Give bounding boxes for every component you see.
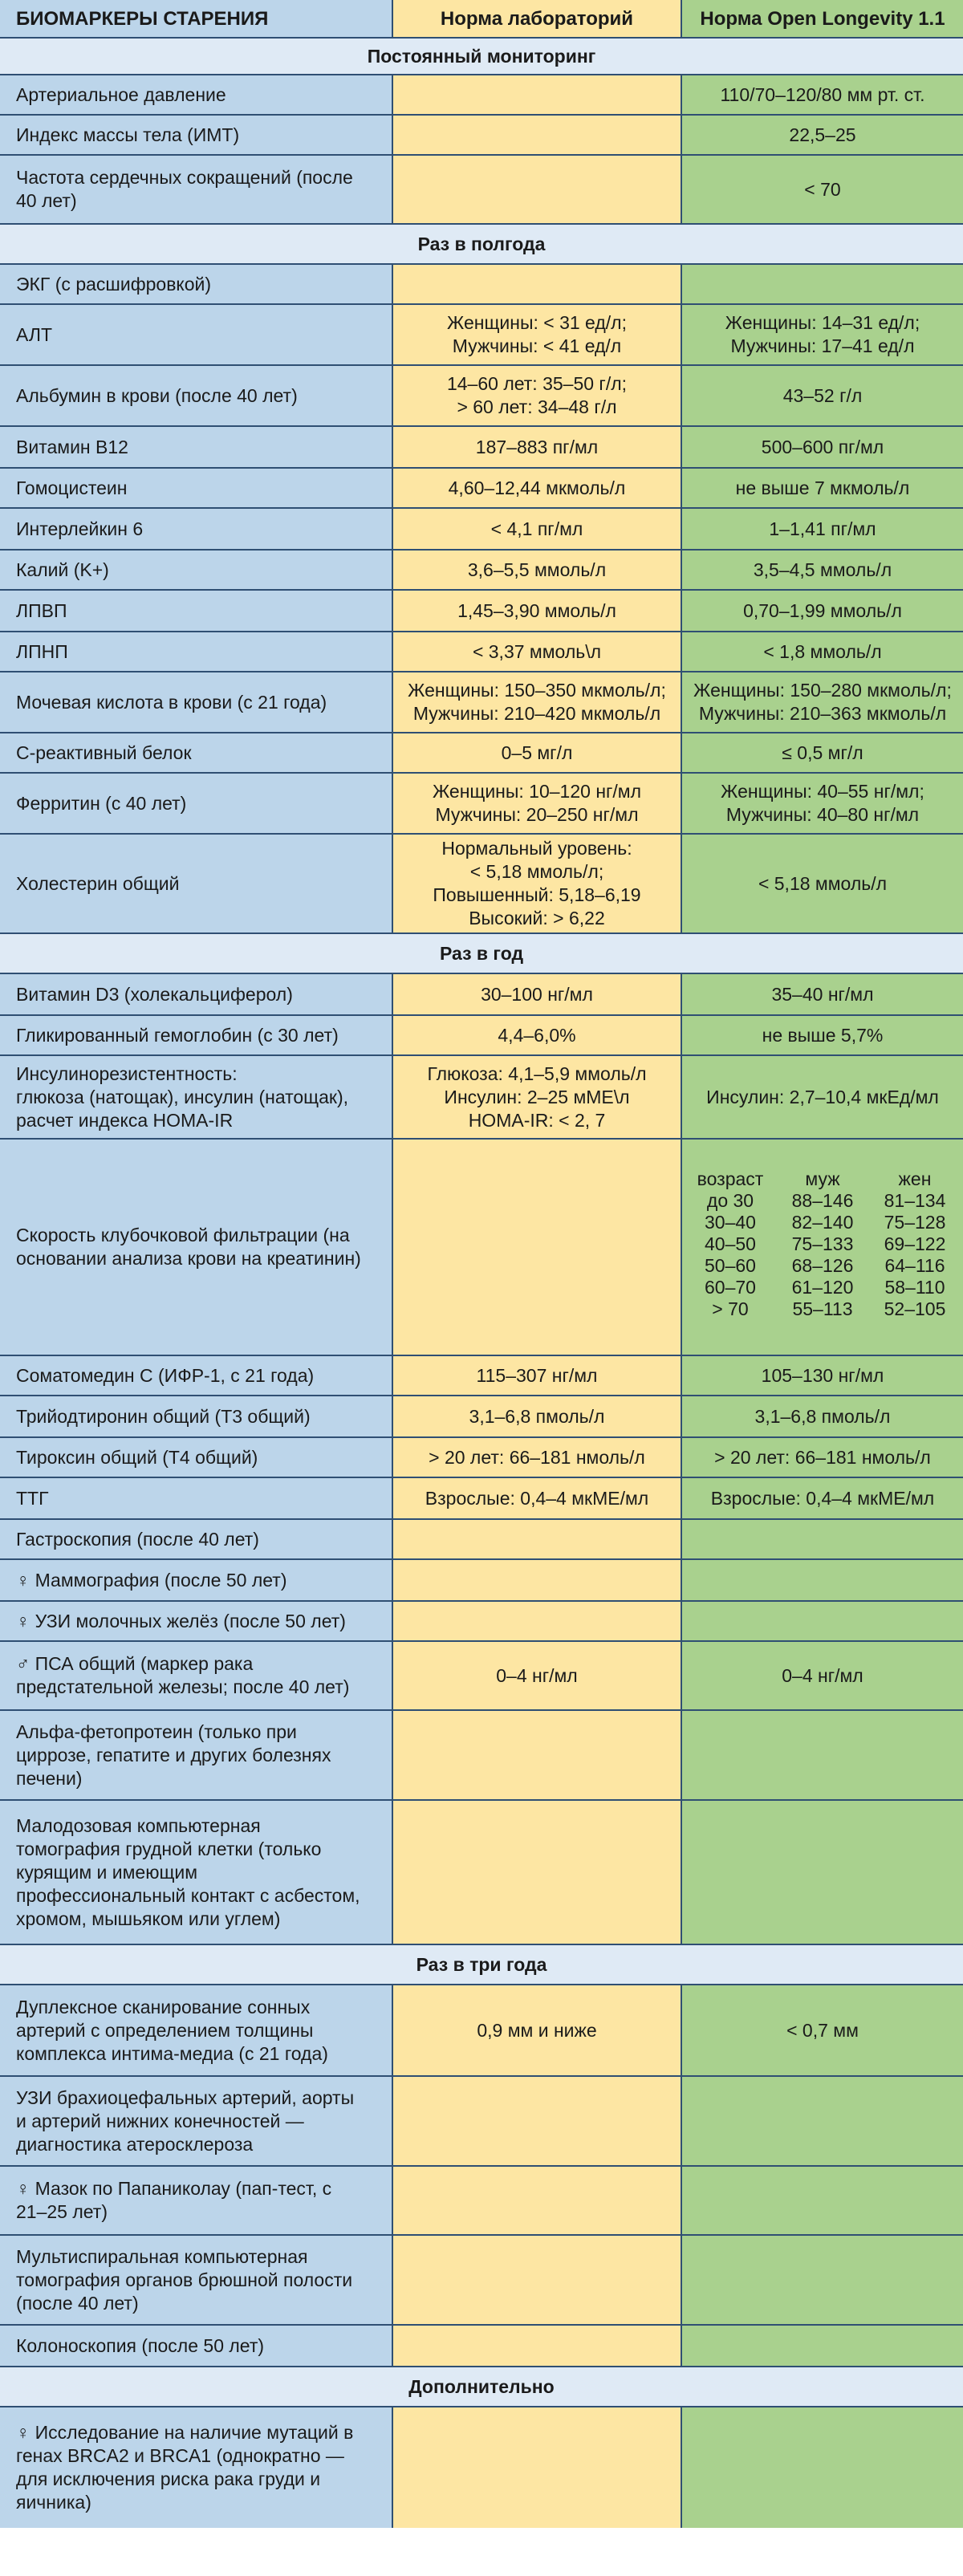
- lab-norm-cell: [393, 1438, 682, 1477]
- gfr-cell: 52–105: [884, 1298, 946, 1319]
- ol-norm-cell: [682, 305, 963, 364]
- biomarker-label: Холестерин общий: [16, 872, 180, 894]
- ol-norm-cell: [682, 1642, 963, 1709]
- ol-norm-cell: [682, 75, 963, 114]
- lab-norm-cell: [393, 1801, 682, 1944]
- section-title: Постоянный мониторинг: [0, 39, 963, 74]
- lab-norm-value: 0–4 нг/мл: [496, 1664, 578, 1686]
- biomarker-label: Калий (K+): [16, 559, 109, 580]
- biomarker-label: Гликированный гемоглобин (с 30 лет): [16, 1024, 339, 1046]
- ol-norm-value: ≤ 0,5 мг/л: [782, 742, 863, 763]
- gfr-cell: 58–110: [884, 1277, 945, 1298]
- biomarker-label: ♀ УЗИ молочных желёз (после 50 лет): [16, 1610, 346, 1631]
- ol-norm-value: 110/70–120/80 мм рт. ст.: [720, 83, 925, 105]
- biomarker-name: [0, 265, 393, 303]
- biomarker-label: Интерлейкин 6: [16, 518, 144, 539]
- table-row: [0, 1395, 963, 1436]
- lab-norm-value: < 3,37 ммоль\л: [472, 640, 602, 662]
- lab-norm-cell: [393, 305, 682, 364]
- table-row: [0, 1984, 963, 2075]
- biomarker-label: ЛПВП: [16, 599, 67, 621]
- ol-norm-cell: [682, 774, 963, 833]
- section-header: [0, 1944, 963, 1984]
- table-row: [0, 732, 963, 772]
- ol-norm-cell: [682, 551, 963, 589]
- biomarker-label: ♀ Маммография (после 50 лет): [16, 1569, 287, 1591]
- ol-norm-value: < 70: [804, 178, 841, 200]
- table-row: [0, 74, 963, 114]
- section-header: [0, 932, 963, 973]
- ol-norm-cell: [682, 1801, 963, 1944]
- ol-norm-value: Женщины: 150–280 мкмоль/л; Мужчины: 210–363 мкмоль/л: [693, 680, 952, 724]
- gfr-cell: 50–60: [705, 1255, 756, 1276]
- table-row: [0, 589, 963, 631]
- ol-norm-cell: [682, 2236, 963, 2324]
- section-title: Раз в год: [0, 934, 963, 973]
- lab-norm-cell: [393, 1642, 682, 1709]
- table-row: [0, 467, 963, 507]
- lab-norm-cell: [393, 265, 682, 303]
- table-row: [0, 263, 963, 303]
- biomarker-name: [0, 75, 393, 114]
- biomarker-name: [0, 1140, 393, 1355]
- table-row: [0, 671, 963, 732]
- biomarker-label: ТТГ: [16, 1487, 49, 1509]
- table-row: [0, 1054, 963, 1138]
- biomarker-name: [0, 551, 393, 589]
- lab-norm-cell: [393, 1520, 682, 1558]
- ol-norm-value: Взрослые: 0,4–4 мкМЕ/мл: [710, 1487, 935, 1509]
- biomarker-label: Частота сердечных сокращений (после 40 лет): [16, 167, 353, 211]
- biomarker-label: Колоноскопия (после 50 лет): [16, 2334, 265, 2356]
- biomarker-name: [0, 469, 393, 507]
- biomarker-label: Соматомедин С (ИФР-1, с 21 года): [16, 1364, 315, 1386]
- ol-norm-value: 3,5–4,5 ммоль/л: [753, 559, 892, 580]
- biomarker-label: Гастроскопия (после 40 лет): [16, 1528, 259, 1550]
- table-row: [0, 1436, 963, 1477]
- ol-norm-value: 0,70–1,99 ммоль/л: [743, 599, 902, 621]
- lab-norm-cell: [393, 835, 682, 932]
- table-row: [0, 2324, 963, 2366]
- biomarker-name: [0, 974, 393, 1014]
- biomarker-label: Артериальное давление: [16, 83, 226, 105]
- lab-norm-cell: [393, 2407, 682, 2528]
- table-body: [0, 37, 963, 2528]
- lab-norm-value: 30–100 нг/мл: [481, 983, 593, 1005]
- ol-norm-cell: [682, 2326, 963, 2366]
- biomarker-name: [0, 2236, 393, 2324]
- gfr-cell: 60–70: [705, 1277, 756, 1298]
- lab-norm-cell: [393, 974, 682, 1014]
- ol-norm-value: > 20 лет: 66–181 нмоль/л: [714, 1446, 931, 1468]
- biomarker-label: Мочевая кислота в крови (с 21 года): [16, 691, 327, 713]
- lab-norm-cell: [393, 1602, 682, 1640]
- lab-norm-cell: [393, 116, 682, 154]
- ol-norm-cell: [682, 1711, 963, 1799]
- biomarker-name: [0, 835, 393, 932]
- biomarker-name: [0, 733, 393, 772]
- biomarker-name: [0, 305, 393, 364]
- biomarker-name: [0, 156, 393, 223]
- lab-norm-cell: [393, 509, 682, 549]
- lab-norm-cell: [393, 1140, 682, 1355]
- lab-norm-value: 14–60 лет: 35–50 г/л; > 60 лет: 34–48 г/л: [446, 373, 628, 417]
- gfr-cell: 75–128: [884, 1212, 946, 1233]
- biomarker-label: ♀ Исследование на наличие мутаций в генах BRCA2 и BRCA1 (однократно — для исключения риска рака груди и яичника): [16, 2422, 354, 2513]
- lab-norm-cell: [393, 2167, 682, 2234]
- table-row: [0, 1518, 963, 1558]
- lab-norm-cell: [393, 672, 682, 732]
- biomarker-name: [0, 1560, 393, 1600]
- section-header: [0, 37, 963, 74]
- ol-norm-cell: [682, 733, 963, 772]
- biomarker-label: ЭКГ (с расшифровкой): [16, 273, 212, 295]
- biomarker-name: [0, 1642, 393, 1709]
- biomarker-label: Мультиспиральная компьютерная томография органов брюшной полости (после 40 лет): [16, 2245, 353, 2314]
- lab-norm-value: 1,45–3,90 ммоль/л: [457, 599, 616, 621]
- biomarker-name: [0, 1520, 393, 1558]
- biomarker-label: Ферритин (с 40 лет): [16, 792, 187, 814]
- gfr-cell: 40–50: [705, 1233, 756, 1254]
- lab-norm-cell: [393, 469, 682, 507]
- biomarker-name: [0, 1801, 393, 1944]
- gfr-cell: 69–122: [884, 1233, 946, 1254]
- ol-norm-value: Женщины: 14–31 ед/л; Мужчины: 17–41 ед/л: [725, 312, 920, 356]
- gfr-header: муж: [805, 1168, 840, 1189]
- biomarker-label: Витамин D3 (холекальциферол): [16, 983, 293, 1005]
- gfr-cell: 61–120: [791, 1277, 854, 1298]
- table-row: [0, 1558, 963, 1600]
- ol-norm-value: < 1,8 ммоль/л: [763, 640, 882, 662]
- ol-norm-value: 35–40 нг/мл: [771, 983, 874, 1005]
- biomarker-name: [0, 2326, 393, 2366]
- gfr-cell: 68–126: [791, 1255, 854, 1276]
- lab-norm-cell: [393, 733, 682, 772]
- ol-norm-value: не выше 7 мкмоль/л: [735, 477, 910, 498]
- ol-norm-value: < 0,7 мм: [786, 2019, 859, 2041]
- lab-norm-cell: [393, 2326, 682, 2366]
- ol-norm-cell: [682, 1438, 963, 1477]
- biomarker-name: [0, 2167, 393, 2234]
- ol-norm-cell: [682, 1520, 963, 1558]
- lab-norm-value: 3,1–6,8 пмоль/л: [469, 1405, 605, 1427]
- table-row: [0, 1600, 963, 1640]
- table-row: [0, 772, 963, 833]
- biomarker-name: [0, 591, 393, 631]
- lab-norm-cell: [393, 427, 682, 467]
- biomarker-label: Индекс массы тела (ИМТ): [16, 124, 240, 145]
- biomarker-name: [0, 1711, 393, 1799]
- lab-norm-value: Глюкоза: 4,1–5,9 ммоль/л Инсулин: 2–25 мМЕ\л HOMA-IR: < 2, 7: [427, 1062, 647, 1131]
- biomarker-label: ЛПНП: [16, 640, 68, 662]
- ol-norm-value: < 5,18 ммоль/л: [758, 872, 888, 894]
- section-title: Раз в полгода: [0, 225, 963, 263]
- ol-norm-value: Инсулин: 2,7–10,4 мкЕд/мл: [706, 1086, 939, 1107]
- ol-norm-cell: [682, 265, 963, 303]
- gfr-cell: 30–40: [705, 1212, 756, 1233]
- biomarker-label: Альфа-фетопротеин (только при циррозе, гепатите и других болезнях печени): [16, 1721, 331, 1789]
- ol-norm-cell: [682, 427, 963, 467]
- header-ol-norm: Норма Open Longevity 1.1: [682, 0, 963, 37]
- section-title: Раз в три года: [0, 1945, 963, 1984]
- table-row: [0, 1640, 963, 1709]
- biomarker-label: Малодозовая компьютерная томография грудной клетки (только курящим и имеющим профессиональный контакт с асбестом, хромом, мышьяком или углем): [16, 1814, 360, 1929]
- lab-norm-cell: [393, 1396, 682, 1436]
- biomarker-name: [0, 1985, 393, 2075]
- ol-norm-value: не выше 5,7%: [762, 1024, 884, 1046]
- gfr-header: возраст: [697, 1168, 764, 1189]
- biomarker-label: Трийодтиронин общий (Т3 общий): [16, 1405, 311, 1427]
- ol-norm-value: 1–1,41 пг/мл: [769, 518, 876, 539]
- ol-norm-cell: [682, 1478, 963, 1518]
- biomarker-label: ♂ ПСА общий (маркер рака предстательной железы; после 40 лет): [16, 1653, 350, 1697]
- ol-norm-value: 0–4 нг/мл: [782, 1664, 863, 1686]
- biomarker-label: Дуплексное сканирование сонных артерий с определением толщины комплекса интима-медиа (с 21 года): [16, 1996, 328, 2064]
- biomarker-label: Тироксин общий (Т4 общий): [16, 1446, 258, 1468]
- gfr-table: [690, 1168, 955, 1320]
- biomarker-name: [0, 427, 393, 467]
- lab-norm-value: > 20 лет: 66–181 нмоль/л: [429, 1446, 645, 1468]
- table-row: [0, 364, 963, 425]
- lab-norm-cell: [393, 591, 682, 631]
- ol-norm-cell: [682, 835, 963, 932]
- biomarker-name: [0, 1396, 393, 1436]
- gfr-cell: 55–113: [792, 1298, 853, 1319]
- ol-norm-cell: [682, 2077, 963, 2165]
- lab-norm-cell: [393, 632, 682, 671]
- gfr-header: жен: [898, 1168, 932, 1189]
- biomarker-label: АЛТ: [16, 323, 52, 345]
- biomarker-label: Гомоцистеин: [16, 477, 128, 498]
- table-row: [0, 549, 963, 589]
- ol-norm-value: 22,5–25: [789, 124, 856, 145]
- table-row: [0, 2406, 963, 2528]
- lab-norm-value: Нормальный уровень: < 5,18 ммоль/л; Повышенный: 5,18–6,19 Высокий: > 6,22: [433, 838, 641, 928]
- biomarker-name: [0, 632, 393, 671]
- ol-norm-cell: [682, 366, 963, 425]
- table-row: [0, 425, 963, 467]
- lab-norm-value: 115–307 нг/мл: [476, 1364, 598, 1386]
- ol-norm-cell: [682, 591, 963, 631]
- ol-norm-cell: [682, 672, 963, 732]
- lab-norm-value: 4,60–12,44 мкмоль/л: [448, 477, 626, 498]
- table-row: [0, 114, 963, 154]
- biomarker-name: [0, 774, 393, 833]
- ol-norm-cell: [682, 1602, 963, 1640]
- biomarker-name: [0, 2077, 393, 2165]
- lab-norm-cell: [393, 1056, 682, 1138]
- table-row: [0, 973, 963, 1014]
- lab-norm-cell: [393, 1356, 682, 1395]
- lab-norm-value: Взрослые: 0,4–4 мкМЕ/мл: [425, 1487, 649, 1509]
- biomarker-label: Инсулинорезистентность: глюкоза (натощак), инсулин (натощак), расчет индекса HOMA-IR: [16, 1062, 349, 1131]
- ol-norm-value: 43–52 г/л: [782, 384, 863, 406]
- biomarker-label: Скорость клубочковой фильтрации (на основании анализа крови на креатинин): [16, 1225, 361, 1269]
- gfr-cell: до 30: [706, 1190, 754, 1211]
- lab-norm-value: 187–883 пг/мл: [475, 436, 599, 457]
- ol-norm-cell: [682, 116, 963, 154]
- header-lab-norm: Норма лабораторий: [393, 0, 682, 37]
- table-row: [0, 2165, 963, 2234]
- lab-norm-value: 4,4–6,0%: [498, 1024, 576, 1046]
- biomarker-name: [0, 1056, 393, 1138]
- ol-norm-value: 3,1–6,8 пмоль/л: [754, 1405, 891, 1427]
- biomarker-name: [0, 509, 393, 549]
- table-row: [0, 631, 963, 671]
- ol-norm-cell: [682, 632, 963, 671]
- lab-norm-cell: [393, 2077, 682, 2165]
- gfr-cell: 82–140: [791, 1212, 854, 1233]
- lab-norm-cell: [393, 1478, 682, 1518]
- table-row: [0, 154, 963, 223]
- ol-norm-cell: [682, 1560, 963, 1600]
- biomarker-label: ♀ Мазок по Папаниколау (пап-тест, с 21–25 лет): [16, 2178, 332, 2222]
- biomarker-name: [0, 1356, 393, 1395]
- gfr-cell: 81–134: [884, 1190, 946, 1211]
- biomarker-label: УЗИ брахиоцефальных артерий, аорты и артерий нижних конечностей — диагностика атеросклероза: [16, 2086, 355, 2155]
- section-header: [0, 2366, 963, 2406]
- lab-norm-cell: [393, 75, 682, 114]
- ol-norm-cell: [682, 974, 963, 1014]
- header-biomarkers: БИОМАРКЕРЫ СТАРЕНИЯ: [0, 0, 393, 37]
- gfr-cell: 64–116: [884, 1255, 945, 1276]
- lab-norm-cell: [393, 1560, 682, 1600]
- gfr-cell: 88–146: [791, 1190, 854, 1211]
- ol-norm-cell: [682, 156, 963, 223]
- biomarker-name: [0, 1016, 393, 1054]
- biomarker-label: Альбумин в крови (после 40 лет): [16, 384, 298, 406]
- table-row: [0, 2234, 963, 2324]
- lab-norm-value: Женщины: 10–120 нг/мл Мужчины: 20–250 нг/мл: [432, 781, 642, 825]
- table-row: [0, 1355, 963, 1395]
- lab-norm-cell: [393, 366, 682, 425]
- lab-norm-cell: [393, 156, 682, 223]
- ol-norm-cell: [682, 2167, 963, 2234]
- biomarker-name: [0, 366, 393, 425]
- biomarker-name: [0, 1438, 393, 1477]
- lab-norm-value: Женщины: < 31 ед/л; Мужчины: < 41 ед/л: [447, 312, 627, 356]
- lab-norm-cell: [393, 1016, 682, 1054]
- biomarker-name: [0, 672, 393, 732]
- table-row: [0, 1138, 963, 1355]
- section-header: [0, 223, 963, 263]
- lab-norm-cell: [393, 774, 682, 833]
- lab-norm-value: Женщины: 150–350 мкмоль/л; Мужчины: 210–420 мкмоль/л: [408, 680, 666, 724]
- table-row: [0, 833, 963, 932]
- biomarker-name: [0, 1602, 393, 1640]
- biomarker-name: [0, 1478, 393, 1518]
- lab-norm-value: 3,6–5,5 ммоль/л: [467, 559, 607, 580]
- biomarker-name: [0, 116, 393, 154]
- ol-norm-value: Женщины: 40–55 нг/мл; Мужчины: 40–80 нг/мл: [721, 781, 924, 825]
- lab-norm-value: 0,9 мм и ниже: [477, 2019, 597, 2041]
- gfr-cell: 75–133: [791, 1233, 854, 1254]
- ol-norm-cell: [682, 1056, 963, 1138]
- biomarker-label: Витамин В12: [16, 436, 128, 457]
- table-row: [0, 1477, 963, 1518]
- lab-norm-cell: [393, 1985, 682, 2075]
- lab-norm-cell: [393, 2236, 682, 2324]
- table-row: [0, 507, 963, 549]
- lab-norm-value: < 4,1 пг/мл: [490, 518, 583, 539]
- ol-norm-cell: [682, 1356, 963, 1395]
- ol-norm-value: 500–600 пг/мл: [761, 436, 884, 457]
- biomarker-name: [0, 2407, 393, 2528]
- table-row: [0, 303, 963, 364]
- ol-norm-cell: [682, 469, 963, 507]
- lab-norm-cell: [393, 551, 682, 589]
- ol-norm-cell: [682, 1016, 963, 1054]
- ol-norm-value: 105–130 нг/мл: [761, 1364, 884, 1386]
- table-row: [0, 1014, 963, 1054]
- lab-norm-cell: [393, 1711, 682, 1799]
- lab-norm-value: 0–5 мг/л: [501, 742, 573, 763]
- gfr-cell: > 70: [712, 1298, 749, 1319]
- biomarker-label: С-реактивный белок: [16, 742, 192, 763]
- table-row: [0, 1799, 963, 1944]
- table-header: [0, 0, 963, 37]
- table-row: [0, 2075, 963, 2165]
- table-row: [0, 1709, 963, 1799]
- ol-norm-cell: [682, 509, 963, 549]
- section-title: Дополнительно: [0, 2367, 963, 2406]
- ol-norm-cell: [682, 2407, 963, 2528]
- ol-norm-cell: [682, 1985, 963, 2075]
- ol-norm-cell: [682, 1396, 963, 1436]
- ol-norm-cell: [682, 1140, 963, 1355]
